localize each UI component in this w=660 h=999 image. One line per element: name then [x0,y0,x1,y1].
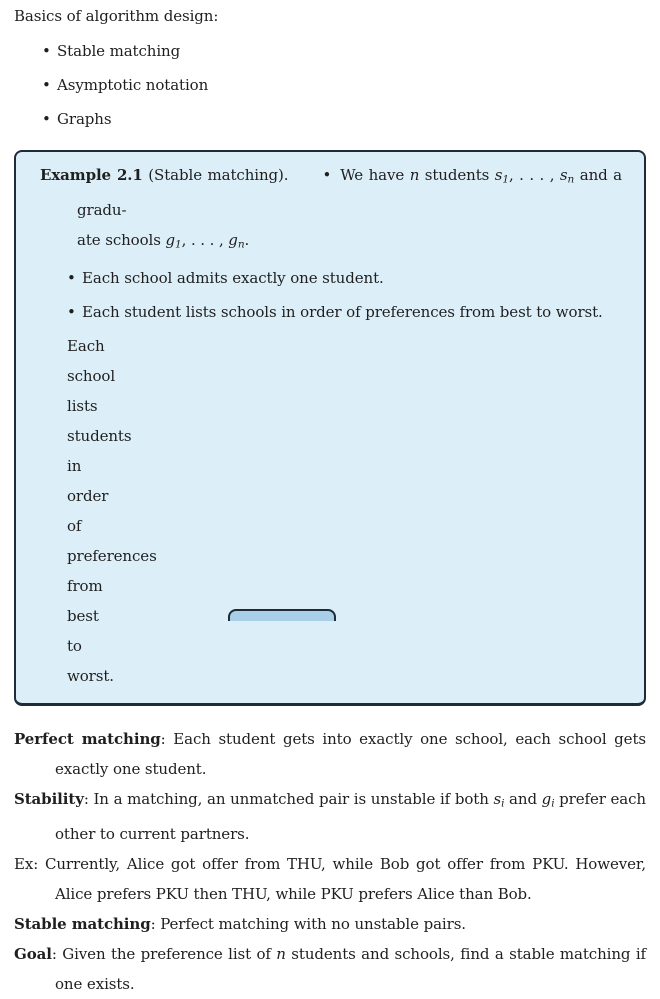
definition-goal: Goal: Given the preference list of n students and schools, find a stable matching if one exists. [14,944,646,993]
bullet-icon: • [67,269,76,288]
example-list-item [40,297,622,327]
bullet-icon: • [67,303,76,322]
example-list-item [40,331,622,691]
definition-perfect-matching: Perfect matching: Each student gets into exactly one school, each school gets exactly one student. [14,730,646,779]
intro-item-label: Stable matching [57,42,181,60]
definition-stability: Stability: In a matching, an unmatched pair is unstable if both si and gi prefer each other to current partners. [14,790,646,843]
intro-item-label: Asymptotic notation [57,76,209,94]
example-item-label: Each school admits exactly one student. [82,269,384,288]
intro-list-item [14,40,646,62]
example-box [14,150,646,706]
intro-list-item [14,74,646,96]
bullet-icon: • [42,76,51,94]
example-list-item [40,263,622,293]
definition-example: Ex: Currently, Alice got offer from THU, while Bob got offer from PKU. However, Alice prefers PKU then THU, while PKU prefers Alice than Bob. [14,854,646,903]
intro-heading: Basics of algorithm design: [14,7,219,25]
definitions-section [14,724,646,999]
example-box-header: Example 2.1 (Stable matching). • We have n students s1, . . . , sn and a gradu- ate schools g1, . . . , gn. [40,166,622,251]
next-section-box-edge [228,609,336,621]
bullet-icon: • [42,42,51,60]
bullet-icon: • [42,110,51,128]
definition-stable-matching: Stable matching: Perfect matching with no unstable pairs. [14,914,466,933]
bullet-icon: Each school lists students in order of preferences from best to worst. [67,337,157,686]
example-item-label: Each student lists schools in order of preferences from best to worst. [82,303,603,322]
intro-list-item [14,108,646,130]
intro-item-label: Graphs [57,110,112,128]
